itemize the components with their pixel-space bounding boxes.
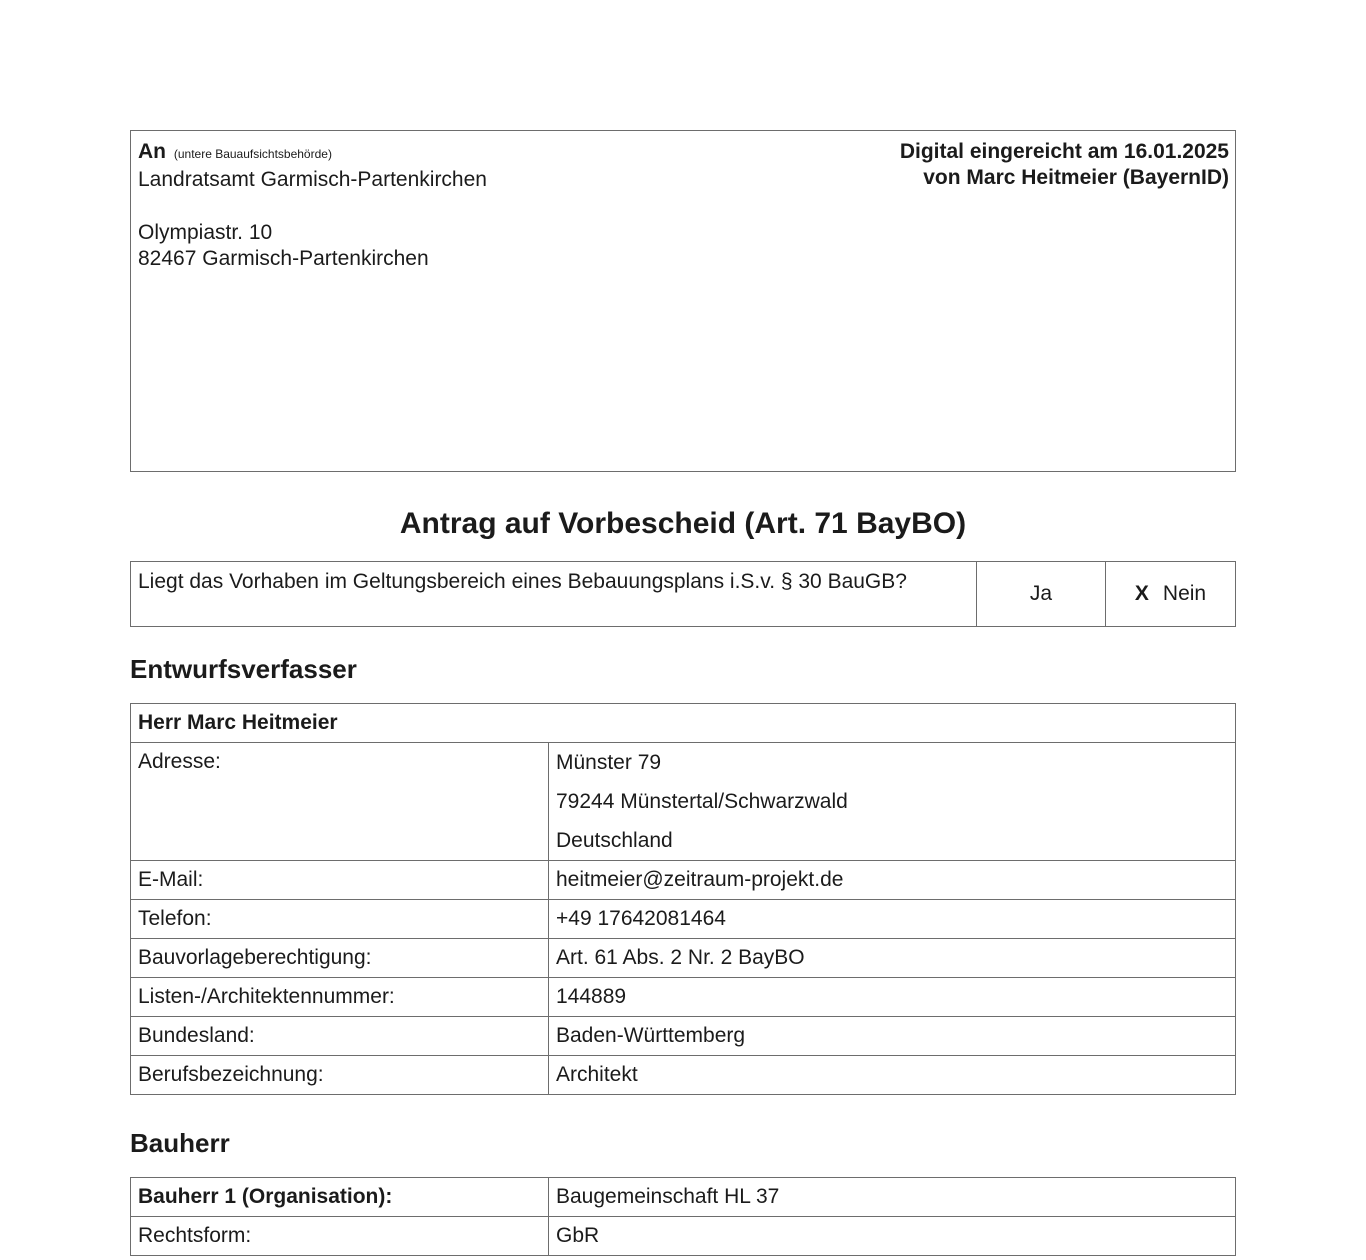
submission-author: von Marc Heitmeier (BayernID) [923, 166, 1229, 189]
entwurfsverfasser-table [130, 703, 1236, 1095]
state-value: Baden-Württemberg [549, 1017, 1236, 1056]
recipient-block [138, 139, 487, 272]
address-line-street: Münster 79 [556, 751, 662, 774]
profession-value: Architekt [549, 1056, 1236, 1095]
field-label: Adresse: [131, 743, 549, 861]
table-row [131, 1217, 1236, 1256]
table-row [131, 978, 1236, 1017]
field-label: Berufsbezeichnung: [131, 1056, 549, 1095]
address-box [130, 130, 1236, 472]
architect-number-value: 144889 [549, 978, 1236, 1017]
table-row [131, 1017, 1236, 1056]
field-label: Bauherr 1 (Organisation): [131, 1178, 549, 1217]
recipient-an-label: An [138, 140, 166, 163]
field-label: Listen-/Architektennummer: [131, 978, 549, 1017]
recipient-city: 82467 Garmisch-Partenkirchen [138, 247, 429, 270]
field-label: Bundesland: [131, 1017, 549, 1056]
table-row [131, 704, 1236, 743]
table-row [131, 939, 1236, 978]
table-row [131, 1056, 1236, 1095]
bebauungsplan-question [130, 561, 1236, 627]
field-label: Bauvorlageberechtigung: [131, 939, 549, 978]
question-text: Liegt das Vorhaben im Geltungsbereich eines Bebauungsplans i.S.v. § 30 BauGB? [131, 562, 977, 626]
field-label: E-Mail: [131, 861, 549, 900]
option-ja[interactable] [977, 562, 1106, 626]
recipient-street: Olympiastr. 10 [138, 221, 273, 244]
option-nein[interactable] [1106, 562, 1235, 626]
phone-value: +49 17642081464 [549, 900, 1236, 939]
option-nein-label: Nein [1162, 582, 1207, 605]
submission-info [900, 139, 1229, 191]
section-heading-entwurfsverfasser: Entwurfsverfasser [130, 654, 357, 684]
recipient-authority: Landratsamt Garmisch-Partenkirchen [138, 168, 487, 191]
section-heading-bauherr: Bauherr [130, 1128, 230, 1158]
table-row [131, 743, 1236, 861]
email-value: heitmeier@zeitraum-projekt.de [549, 861, 1236, 900]
address-value [549, 743, 1236, 861]
option-ja-label: Ja [1029, 582, 1053, 605]
document-title: Antrag auf Vorbescheid (Art. 71 BayBO) [399, 507, 967, 540]
table-row [131, 1178, 1236, 1217]
bauherr-table [130, 1177, 1236, 1256]
organisation-value: Baugemeinschaft HL 37 [549, 1178, 1236, 1217]
field-label: Telefon: [131, 900, 549, 939]
recipient-an-sublabel: (untere Bauaufsichtsbehörde) [173, 147, 332, 161]
table-row [131, 900, 1236, 939]
table-row [131, 861, 1236, 900]
selected-mark: X [1134, 582, 1149, 605]
field-label: Rechtsform: [131, 1217, 549, 1256]
entwurfsverfasser-name: Herr Marc Heitmeier [131, 704, 1236, 743]
bauvorlage-value: Art. 61 Abs. 2 Nr. 2 BayBO [549, 939, 1236, 978]
legal-form-value: GbR [549, 1217, 1236, 1256]
address-line-country: Deutschland [556, 829, 673, 852]
submission-date: Digital eingereicht am 16.01.2025 [899, 140, 1229, 163]
address-line-city: 79244 Münstertal/Schwarzwald [556, 790, 848, 813]
